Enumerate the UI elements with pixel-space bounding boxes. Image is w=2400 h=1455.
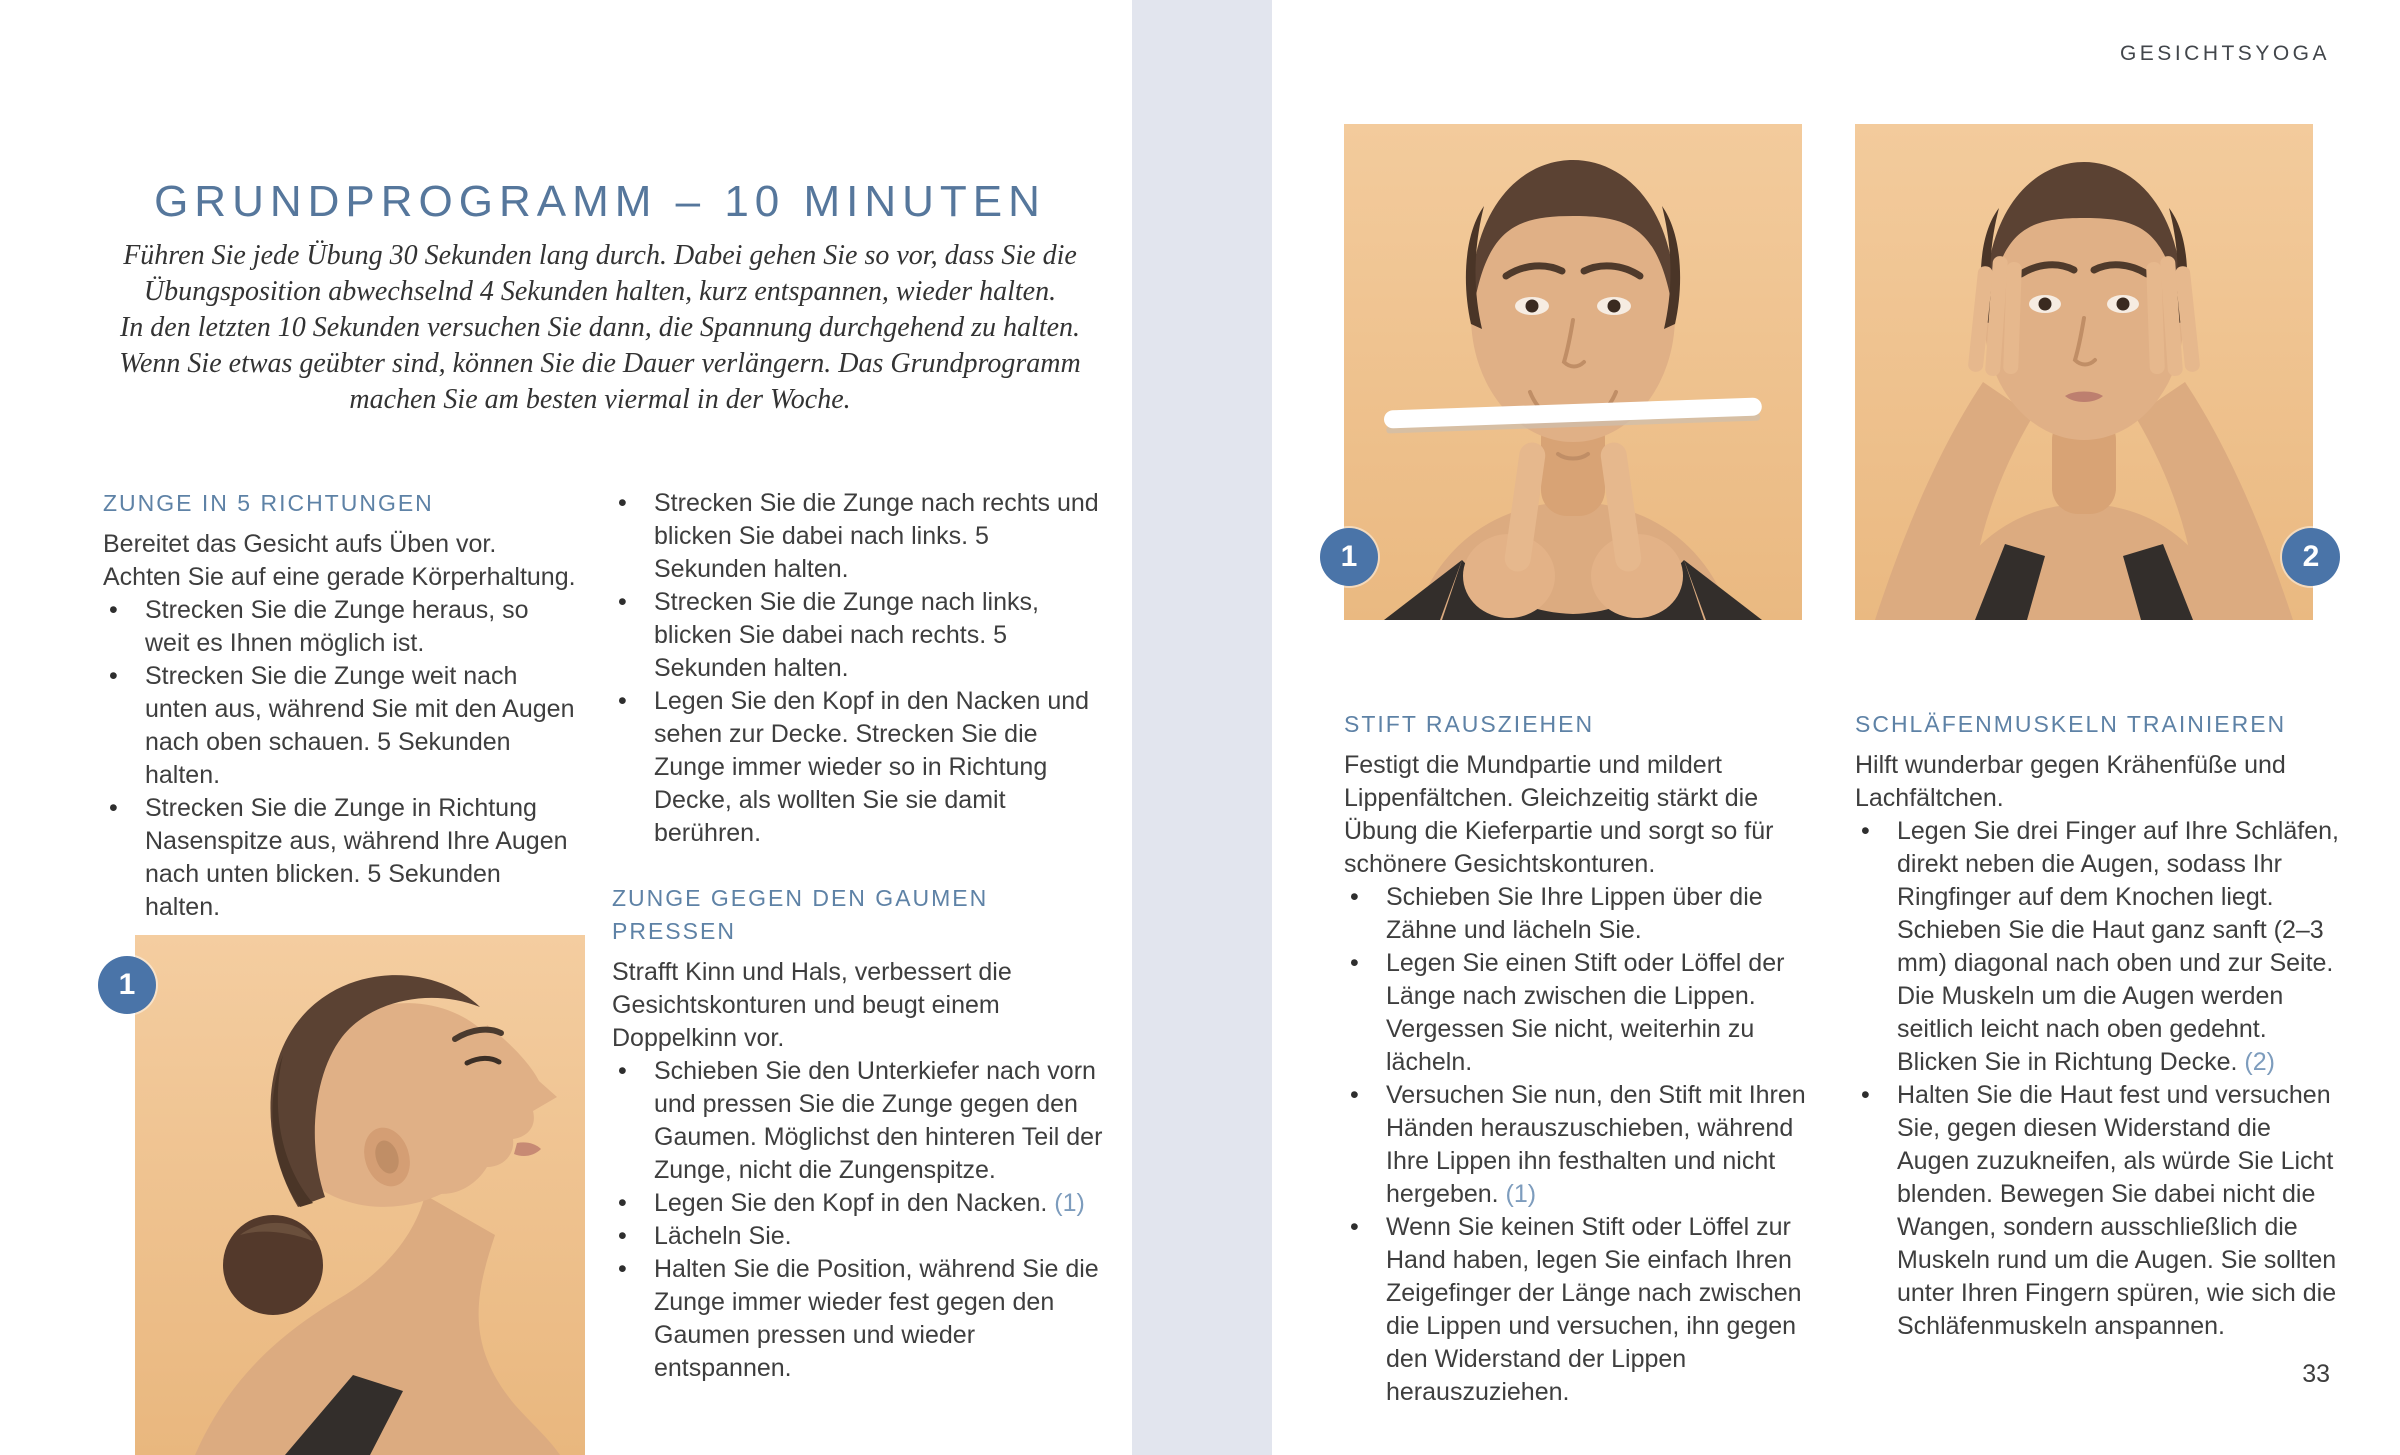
bullet-text: Legen Sie drei Finger auf Ihre Schläfen, direkt neben die Augen, sodass Ihr Ringfinger auf dem Knochen liegt. Schieben Sie die Haut ganz sanft (2–3 mm) diagonal nach oben und zur Seite. Die Muskeln um die Augen werden seitlich leicht nach oben gedehnt. Blicken Sie in Richtung Decke.	[1897, 817, 2339, 1076]
bullet-text: Strecken Sie die Zunge nach rechts und blicken Sie dabei nach links. 5 Sekunden halten.	[654, 489, 1099, 583]
left-page-column-1	[103, 487, 577, 924]
bullet-item	[612, 586, 1104, 685]
intro-line: Wenn Sie etwas geübter sind, können Sie die Dauer verlängern. Das Grundprogramm	[119, 348, 1081, 379]
intro-line: Führen Sie jede Übung 30 Sekunden lang durch. Dabei gehen Sie so vor, dass Sie die	[123, 240, 1077, 271]
bullet-item	[1344, 881, 1822, 947]
bullet-text: Wenn Sie keinen Stift oder Löffel zur Hand haben, legen Sie einfach Ihren Zeigefinger der Länge nach zwischen die Lippen und versuchen, ihn gegen den Widerstand der Lippen herauszuziehen.	[1386, 1213, 1802, 1406]
bullet-item	[1855, 815, 2341, 1079]
left-page-column-2	[612, 487, 1104, 1385]
bullet-list-zunge-gaumen	[612, 1055, 1104, 1385]
figure-badge-1-left: 1	[98, 956, 156, 1014]
right-page-column-2	[1855, 708, 2341, 1343]
bullet-item	[612, 1220, 1104, 1253]
bullet-text: Halten Sie die Position, während Sie die Zunge immer wieder fest gegen den Gaumen pressen und wieder entspannen.	[654, 1255, 1099, 1382]
section-heading-zunge-richtungen: ZUNGE IN 5 RICHTUNGEN	[103, 490, 434, 516]
section-heading-stift: STIFT RAUSZIEHEN	[1344, 711, 1595, 737]
bullet-item	[103, 792, 577, 924]
photo-schlaefen-illustration	[1855, 124, 2313, 620]
intro-line: Übungsposition abwechselnd 4 Sekunden halten, kurz entspannen, wieder halten.	[143, 276, 1057, 307]
bullet-list-schlaefen	[1855, 815, 2341, 1343]
bullet-text: Halten Sie die Haut fest und versuchen Sie, gegen diesen Widerstand die Augen zuzukneifen, als würde Sie Licht blenden. Bewegen Sie dabei nicht die Wangen, sondern ausschließlich die Muskeln rund um die Augen. Sie sollten unter Ihren Fingern spüren, wie sich die Schläfenmuskeln anspannen.	[1897, 1081, 2337, 1340]
bullet-list-zunge-richtungen-continued	[612, 487, 1104, 850]
bullet-item	[612, 1187, 1104, 1220]
bullet-item	[612, 685, 1104, 850]
bullet-item	[1855, 1079, 2341, 1343]
running-head: GESICHTSYOGA	[2119, 42, 2330, 65]
bullet-text: Lächeln Sie.	[654, 1222, 792, 1250]
bullet-item	[1344, 1211, 1822, 1409]
bullet-text: Schieben Sie den Unterkiefer nach vorn und pressen Sie die Zunge gegen den Gaumen. Möglichst den hinteren Teil der Zunge, nicht die Zungenspitze.	[654, 1057, 1103, 1184]
figure-reference: (1)	[1047, 1189, 1085, 1217]
figure-reference: (2)	[2237, 1048, 2275, 1076]
figure-badge-2-right: 2	[2282, 528, 2340, 586]
bullet-text: Versuchen Sie nun, den Stift mit Ihren Händen herauszuschieben, während Ihre Lippen ihn festhalten und nicht hergeben.	[1386, 1081, 1806, 1208]
right-page-column-1	[1344, 708, 1822, 1409]
bullet-item	[1344, 947, 1822, 1079]
intro-paragraph	[110, 238, 1090, 418]
photo-stift-illustration	[1344, 124, 1802, 620]
bullet-item	[612, 1253, 1104, 1385]
figure-reference: (1)	[1498, 1180, 1537, 1208]
section-intro-stift: Festigt die Mundpartie und mildert Lippenfältchen. Gleichzeitig stärkt die Übung die Kieferpartie und sorgt so für schönere Gesichtskonturen.	[1344, 751, 1774, 878]
photo-schlaefenmuskeln	[1855, 124, 2313, 620]
bullet-text: Strecken Sie die Zunge in Richtung Nasenspitze aus, während Ihre Augen nach unten blicken. 5 Sekunden halten.	[145, 794, 568, 921]
bullet-item	[103, 660, 577, 792]
bullet-text: Strecken Sie die Zunge heraus, so weit es Ihnen möglich ist.	[145, 596, 529, 657]
bullet-list-stift	[1344, 881, 1822, 1409]
section-intro-schlaefen: Hilft wunderbar gegen Krähenfüße und Lachfältchen.	[1855, 751, 2286, 812]
photo-profile-illustration	[135, 935, 585, 1455]
section-intro-zunge-gaumen: Strafft Kinn und Hals, verbessert die Gesichtskonturen und beugt einem Doppelkinn vor.	[612, 958, 1012, 1052]
photo-stift-rausziehen	[1344, 124, 1802, 620]
page-title: GRUNDPROGRAMM – 10 MINUTEN	[154, 177, 1046, 227]
section-intro-zunge-richtungen: Bereitet das Gesicht aufs Üben vor. Achten Sie auf eine gerade Körperhaltung.	[103, 530, 576, 591]
bullet-text: Strecken Sie die Zunge nach links, blicken Sie dabei nach rechts. 5 Sekunden halten.	[654, 588, 1039, 682]
section-heading-schlaefen: SCHLÄFENMUSKELN TRAINIEREN	[1855, 711, 2287, 737]
section-heading-zunge-gaumen: ZUNGE GEGEN DEN GAUMEN PRESSEN	[612, 885, 989, 944]
bullet-list-zunge-richtungen	[103, 594, 577, 924]
bullet-text: Legen Sie den Kopf in den Nacken und sehen zur Decke. Strecken Sie die Zunge immer wieder so in Richtung Decke, als wollten Sie sie damit berühren.	[654, 687, 1090, 847]
photo-profile-looking-up	[135, 935, 585, 1455]
bullet-text: Schieben Sie Ihre Lippen über die Zähne und lächeln Sie.	[1386, 883, 1763, 944]
bullet-text: Strecken Sie die Zunge weit nach unten aus, während Sie mit den Augen nach oben schauen. 5 Sekunden halten.	[145, 662, 575, 789]
figure-badge-1-right: 1	[1320, 528, 1378, 586]
intro-line: machen Sie am besten viermal in der Woche.	[349, 384, 851, 415]
page-number: 33	[2302, 1360, 2330, 1388]
bullet-item	[103, 594, 577, 660]
bullet-item	[612, 1055, 1104, 1187]
page-gutter	[1132, 0, 1272, 1455]
bullet-text: Legen Sie den Kopf in den Nacken.	[654, 1189, 1048, 1217]
bullet-item	[612, 487, 1104, 586]
bullet-text: Legen Sie einen Stift oder Löffel der Länge nach zwischen die Lippen. Vergessen Sie nicht, weiterhin zu lächeln.	[1386, 949, 1785, 1076]
bullet-item	[1344, 1079, 1822, 1211]
intro-line: In den letzten 10 Sekunden versuchen Sie dann, die Spannung durchgehend zu halten.	[119, 312, 1081, 343]
